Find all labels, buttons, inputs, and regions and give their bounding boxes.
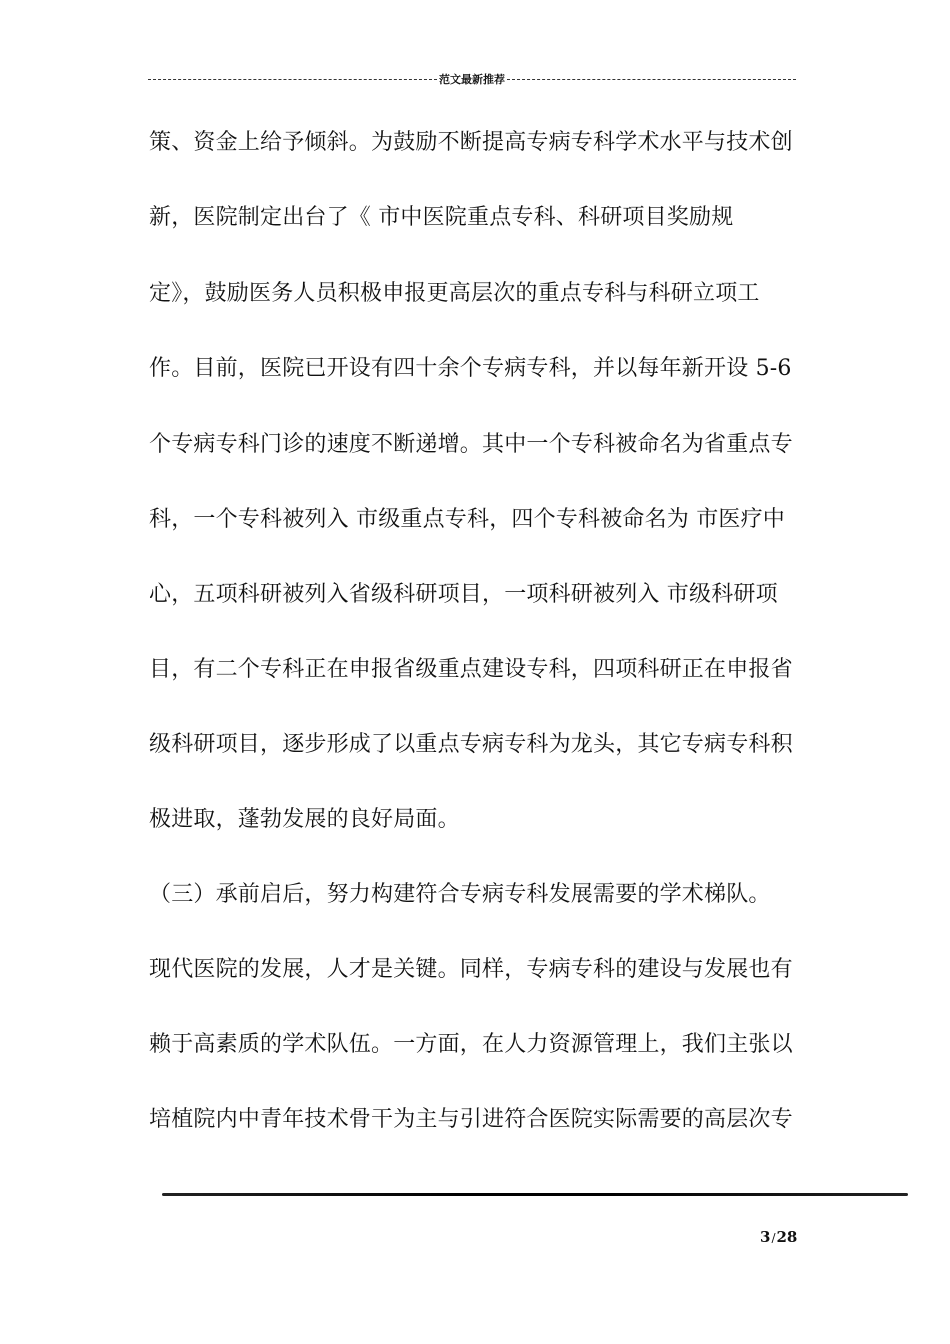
- body-line: 级科研项目，逐步形成了以重点专病专科为龙头，其它专病专科积: [149, 732, 793, 757]
- body-line: 个专病专科门诊的速度不断递增。其中一个专科被命名为省重点专: [149, 432, 793, 457]
- body-line: 科，一个专科被列入 市级重点专科，四个专科被命名为 市医疗中: [149, 507, 785, 532]
- page-number: [760, 1228, 797, 1246]
- body-line: 作。目前，医院已开设有四十余个专病专科，并以每年新开设 5-6: [149, 356, 792, 381]
- body-line: 定》，鼓励医务人员积极申报更高层次的重点专科与科研立项工: [149, 281, 760, 306]
- header-title: 范文最新推荐: [439, 73, 505, 86]
- body-line: 目，有二个专科正在申报省级重点建设专科，四项科研正在申报省: [149, 657, 793, 682]
- body-line: 极进取，蓬勃发展的良好局面。: [149, 807, 460, 832]
- body-line: 赖于高素质的学术队伍。一方面，在人力资源管理上，我们主张以: [149, 1032, 793, 1057]
- header-dash-right: [507, 79, 796, 80]
- body-line: 新，医院制定出台了《 市中医院重点专科、科研项目奖励规: [149, 205, 734, 230]
- body-line: 策、资金上给予倾斜。为鼓励不断提高专病专科学术水平与技术创: [149, 130, 793, 155]
- section-heading: （三）承前启后，努力构建符合专病专科发展需要的学术梯队。: [149, 882, 771, 907]
- page-separator: /: [771, 1231, 776, 1245]
- body-line: 培植院内中青年技术骨干为主与引进符合医院实际需要的高层次专: [149, 1107, 793, 1132]
- page-total: 28: [776, 1228, 798, 1246]
- footer-rule: [162, 1193, 908, 1196]
- body-line: 心，五项科研被列入省级科研项目，一项科研被列入 市级科研项: [149, 582, 778, 607]
- header-dash-left: [148, 79, 437, 80]
- page-header: [148, 70, 796, 88]
- page-current: 3: [760, 1228, 771, 1246]
- body-line: 现代医院的发展，人才是关键。同样，专病专科的建设与发展也有: [149, 957, 793, 982]
